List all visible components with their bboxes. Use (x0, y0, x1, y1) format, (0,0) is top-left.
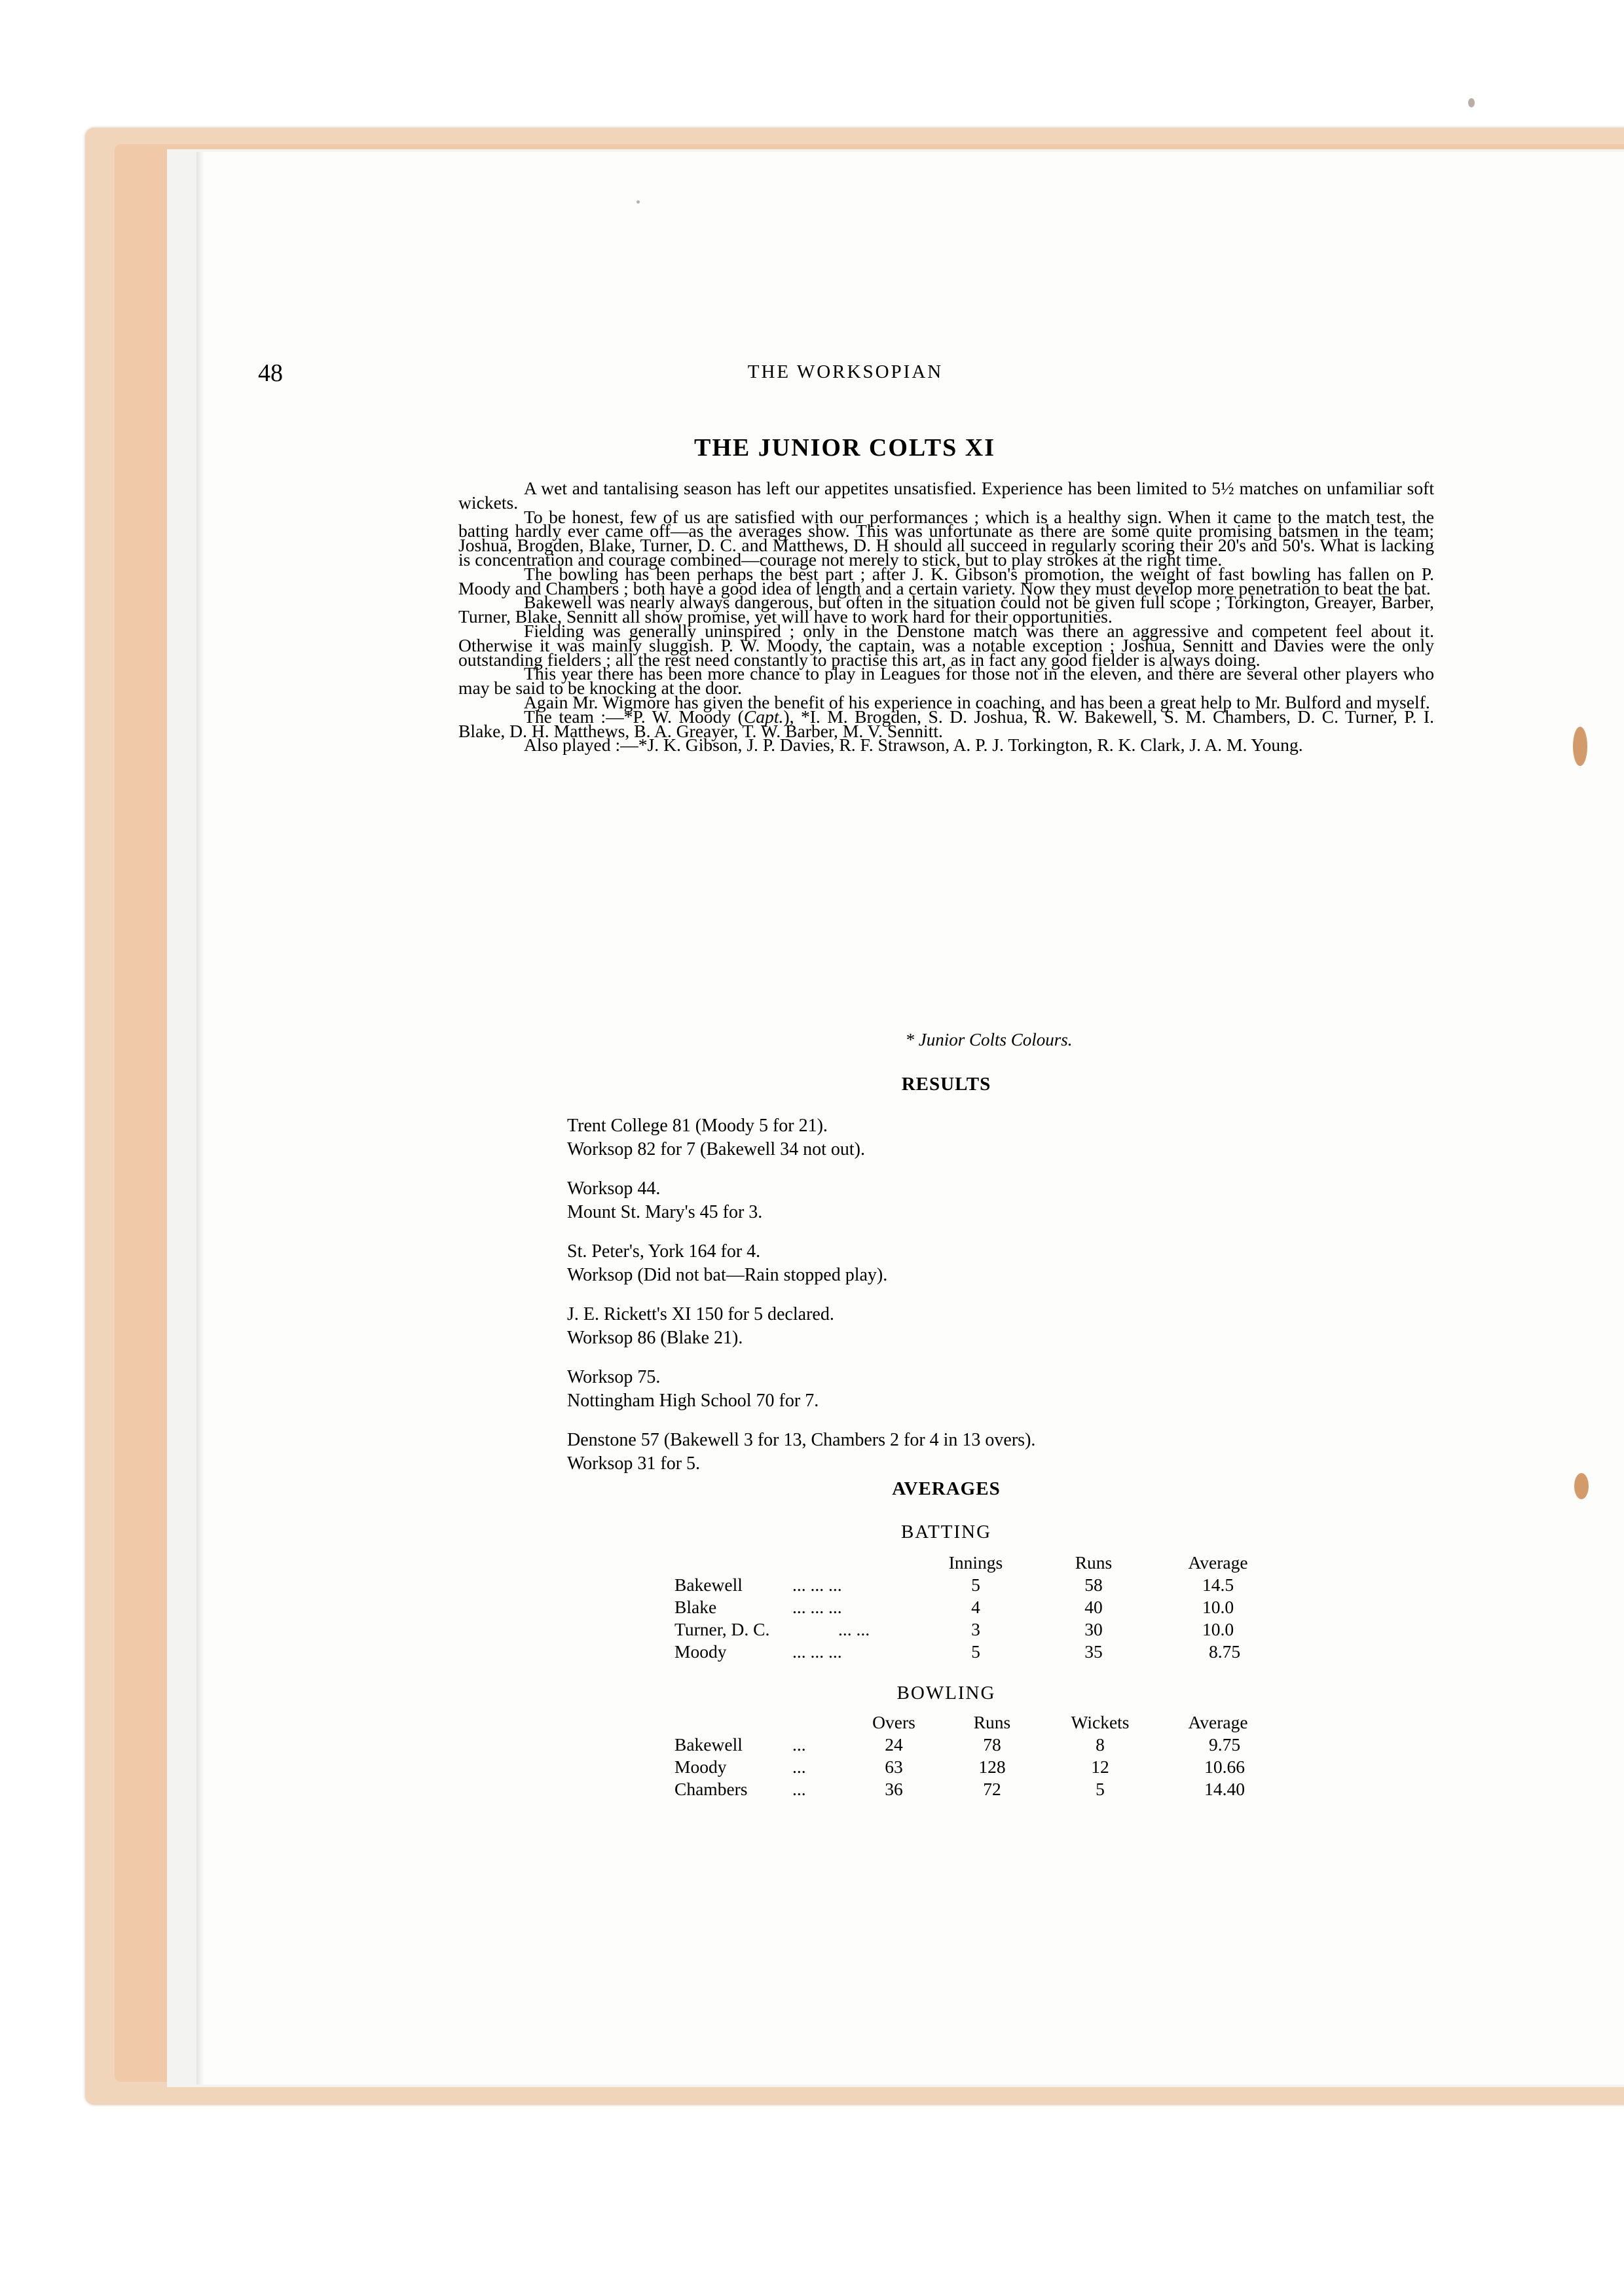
table-row (674, 1756, 1329, 1778)
bowling-table (674, 1711, 1329, 1800)
runs-cell: 30 (1084, 1619, 1103, 1639)
leader-dots: ... ... ... (792, 1575, 842, 1595)
leader-dots: ... (792, 1734, 806, 1755)
running-title: THE WORKSOPIAN (747, 361, 944, 382)
overs-cell: 63 (885, 1757, 903, 1777)
average-cell: 8.75 (1208, 1641, 1241, 1662)
article-title: THE JUNIOR COLTS XI (694, 434, 995, 462)
average-cell: 14.40 (1204, 1779, 1245, 1799)
runs-cell: 40 (1084, 1597, 1103, 1617)
result-line: J. E. Rickett's XI 150 for 5 declared. (567, 1304, 834, 1324)
team-list (458, 706, 1434, 741)
column-header: Overs (872, 1712, 915, 1732)
page-gutter-shadow (196, 152, 204, 2085)
player-name: Turner, D. C. (674, 1619, 770, 1639)
rust-stain (1574, 1473, 1589, 1499)
runs-cell: 72 (983, 1779, 1001, 1799)
results-heading: RESULTS (901, 1074, 991, 1095)
paragraph: A wet and tantalising season has left our appetites unsatisfied. Experience has been limited to 5½ matches on unfamiliar soft wickets. (458, 478, 1434, 513)
result-line: Trent College 81 (Moody 5 for 21). (567, 1116, 828, 1136)
match-result (567, 1240, 1392, 1287)
player-name: Moody (674, 1641, 727, 1662)
leader-dots: ... ... ... (792, 1597, 842, 1617)
column-header: Innings (948, 1552, 1003, 1573)
result-line: Worksop 82 for 7 (Bakewell 34 not out). (567, 1139, 865, 1159)
wickets-cell: 8 (1096, 1734, 1105, 1755)
paragraph: Fielding was generally uninspired ; only in the Denstone match was there an aggressive and competent feel about it. Otherwise it was mainly sluggish. P. W. Moody, the captain, was a notable exception ; Joshua, Sennitt and Davies were the only outstanding fielders ; all the rest need constantly to practise this art, as in fact any good fielder is always doing. (458, 620, 1434, 670)
innings-cell: 4 (971, 1597, 980, 1617)
team-intro: The team :—*P. W. Moody ( (524, 706, 744, 727)
leader-dots: ... (792, 1779, 806, 1799)
averages-heading: AVERAGES (892, 1478, 1001, 1499)
result-line: Worksop 31 for 5. (567, 1453, 701, 1474)
table-row (674, 1778, 1329, 1800)
average-cell: 14.5 (1202, 1575, 1234, 1595)
column-header: Average (1188, 1712, 1248, 1732)
player-name: Bakewell (674, 1734, 743, 1755)
match-result (567, 1303, 1392, 1350)
colours-footnote: * Junior Colts Colours. (905, 1030, 1073, 1049)
player-name: Chambers (674, 1779, 748, 1799)
runs-cell: 58 (1084, 1575, 1103, 1595)
article-body (458, 478, 1434, 756)
match-result (567, 1114, 1392, 1161)
team-members: ), *I. M. Brogden, S. D. Joshua, R. W. Bakewell, S. M. Chambers, D. C. Turner, P. I. Blake, D. H. Matthews, B. A. Greayer, T. W. Barber, M. V. Sennitt. (458, 706, 1434, 741)
average-cell: 10.0 (1202, 1597, 1234, 1617)
average-cell: 10.66 (1204, 1757, 1245, 1777)
batting-heading: BATTING (900, 1522, 992, 1542)
result-line: Denstone 57 (Bakewell 3 for 13, Chambers 2 for 4 in 13 overs). (567, 1430, 1036, 1450)
wickets-cell: 5 (1096, 1779, 1105, 1799)
paragraph: The bowling has been perhaps the best part ; after J. K. Gibson's promotion, the weight of fast bowling has fallen on P. Moody and Chambers ; both have a good idea of length and a certain variety. Now they must develop more penetration to beat the bat. (458, 563, 1434, 598)
result-line: Mount St. Mary's 45 for 3. (567, 1202, 763, 1222)
result-line: Nottingham High School 70 for 7. (567, 1391, 819, 1411)
column-header: Wickets (1071, 1712, 1130, 1732)
captain-abbrev: Capt. (743, 706, 784, 727)
paragraph: Bakewell was nearly always dangerous, but often in the situation could not be given full scope ; Torkington, Greayer, Barber, Turner, Blake, Sennitt all show promise, yet will have to work hard for their opportunities. (458, 592, 1434, 627)
leader-dots: ... (792, 1757, 806, 1777)
paragraph: This year there has been more chance to play in Leagues for those not in the eleven, and there are several other players who may be said to be knocking at the door. (458, 663, 1434, 699)
overs-cell: 24 (885, 1734, 903, 1755)
wickets-cell: 12 (1091, 1757, 1109, 1777)
paragraph: Again Mr. Wigmore has given the benefit of his experience in coaching, and has been a great help to Mr. Bulford and myself. (524, 691, 1430, 712)
paragraph: To be honest, few of us are satisfied with our performances ; which is a healthy sign. When it came to the match test, the batting hardly ever came off—as the averages show. This was unfortunate as there are some quite promising batsmen in the team; Joshua, Brogden, Blake, Turner, D. C. and Matthews, D. H should all succeed in regularly scoring their 20's and 50's. What is lacking is concentration and courage combined—courage not merely to stick, but to play strokes at the right time. (458, 506, 1434, 570)
leader-dots: ... ... (838, 1619, 870, 1639)
average-cell: 9.75 (1208, 1734, 1241, 1755)
bowling-heading: BOWLING (896, 1683, 996, 1704)
match-result (567, 1429, 1392, 1476)
results-list (567, 1114, 1392, 1491)
average-cell: 10.0 (1202, 1619, 1234, 1639)
leader-dots: ... ... ... (792, 1641, 842, 1662)
result-line: Worksop 86 (Blake 21). (567, 1328, 743, 1348)
player-name: Bakewell (674, 1575, 743, 1595)
result-line: Worksop (Did not bat—Rain stopped play). (567, 1265, 888, 1285)
result-line: Worksop 44. (567, 1178, 661, 1199)
table-header-row (674, 1552, 1329, 1574)
match-result (567, 1366, 1392, 1413)
player-name: Blake (674, 1597, 717, 1617)
table-row (674, 1618, 1329, 1641)
result-line: Worksop 75. (567, 1367, 661, 1387)
batting-table (674, 1552, 1329, 1663)
speck (1468, 98, 1475, 107)
column-header: Runs (1075, 1552, 1113, 1573)
innings-cell: 5 (971, 1575, 980, 1595)
rust-stain (1573, 727, 1587, 766)
runs-cell: 35 (1084, 1641, 1103, 1662)
innings-cell: 5 (971, 1641, 980, 1662)
page-header (258, 359, 1433, 385)
page-number: 48 (258, 359, 283, 387)
speck (637, 200, 640, 204)
player-name: Moody (674, 1757, 727, 1777)
column-header: Average (1188, 1552, 1248, 1573)
table-row (674, 1734, 1329, 1756)
table-row (674, 1641, 1329, 1663)
table-header-row (674, 1711, 1329, 1734)
also-played: Also played :—*J. K. Gibson, J. P. Davies, R. F. Strawson, A. P. J. Torkington, R. K. Clark, J. A. M. Young. (524, 735, 1303, 756)
runs-cell: 78 (983, 1734, 1001, 1755)
overs-cell: 36 (885, 1779, 903, 1799)
table-row (674, 1596, 1329, 1618)
innings-cell: 3 (971, 1619, 980, 1639)
table-row (674, 1574, 1329, 1596)
column-header: Runs (973, 1712, 1011, 1732)
runs-cell: 128 (978, 1757, 1006, 1777)
match-result (567, 1177, 1392, 1224)
result-line: St. Peter's, York 164 for 4. (567, 1241, 761, 1262)
